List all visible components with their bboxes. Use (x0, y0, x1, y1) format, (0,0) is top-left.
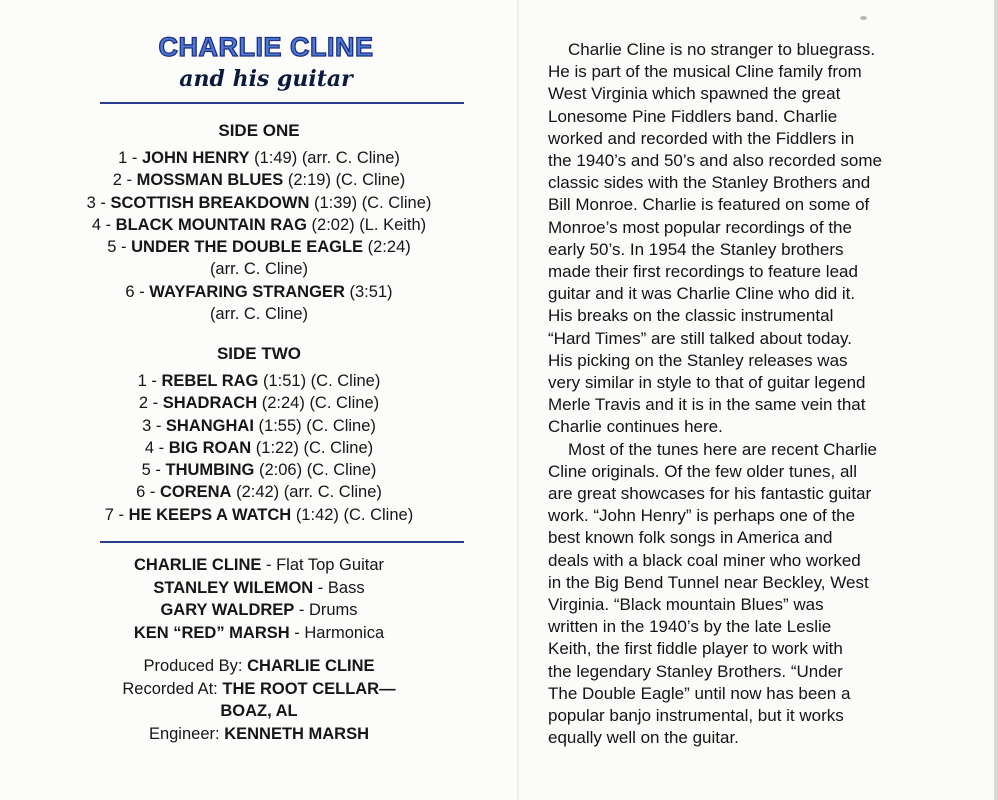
liner-notes-line: Lonesome Pine Fiddlers band. Charlie (548, 106, 838, 126)
track-credit: (arr. C. Cline) (209, 305, 309, 324)
liner-notes-line: Merle Travis and it is in the same vein that (548, 395, 866, 415)
tracklist-divider (100, 541, 464, 543)
engineer-value: KENNETH MARSH (224, 724, 370, 743)
track-credit: (C. Cline) (309, 394, 380, 413)
track-number: 7 (104, 505, 114, 524)
track-credit: (C. Cline) (361, 193, 432, 212)
musician-name: KEN “RED” MARSH (133, 623, 290, 642)
track-row: 5 - UNDER THE DOUBLE EAGLE (2:24) (107, 238, 411, 257)
track-duration: (1:39) (313, 193, 358, 212)
liner-notes-line: Virginia. “Black mountain Blues” was (548, 595, 824, 615)
liner-notes-line: made their first recordings to feature lead (548, 262, 858, 282)
track-row: 3 - SCOTTISH BREAKDOWN (1:39) (C. Cline) (86, 193, 432, 212)
track-duration: (1:55) (258, 416, 302, 435)
side-two-section (0, 343, 518, 526)
track-duration: (1:22) (255, 438, 299, 457)
track-number: 6 (125, 282, 135, 301)
liner-notes-line: Charlie continues here. (548, 417, 723, 437)
album-title: CHARLIE CLINE (158, 32, 374, 62)
liner-notes-line: Bill Monroe. Charlie is featured on some of (548, 195, 870, 215)
liner-notes-line: guitar and it was Charlie Cline who did it. (548, 284, 856, 304)
liner-notes-line: Monroe’s most popular recordings of the (548, 217, 852, 237)
liner-notes (548, 39, 984, 750)
side-two-heading: SIDE TWO (216, 344, 302, 363)
track-credit: (arr. C. Cline) (301, 149, 400, 167)
musician-name: CHARLIE CLINE (133, 556, 262, 574)
track-credit: (C. Cline) (310, 372, 381, 390)
track-name: WAYFARING STRANGER (149, 282, 345, 301)
liner-notes-line: the legendary Stanley Brothers. “Under (548, 661, 843, 681)
liner-notes-line: Keith, the first fiddle player to work with (548, 639, 843, 659)
track-name: CORENA (159, 483, 232, 502)
recorded-value: THE ROOT CELLAR— (222, 679, 396, 698)
track-duration: (1:42) (295, 505, 339, 524)
track-row: 2 - MOSSMAN BLUES (2:19) (C. Cline) (112, 171, 406, 190)
musicians-section (0, 554, 518, 644)
track-name: UNDER THE DOUBLE EAGLE (131, 238, 364, 257)
liner-notes-line: West Virginia which spawned the great (548, 84, 841, 104)
track-credit-line (0, 303, 518, 325)
musician-row: CHARLIE CLINE - Flat Top Guitar (133, 556, 384, 574)
liner-notes-line: in the Big Bend Tunnel near Beckley, West (548, 572, 869, 592)
track-number: 2 (112, 171, 122, 190)
track-name: SHADRACH (162, 394, 258, 413)
liner-notes-line: The Double Eagle” until now has been a (548, 683, 851, 703)
liner-notes-line: popular banjo instrumental, but it works (548, 706, 844, 726)
producer-line (0, 655, 518, 678)
liner-notes-line: very similar in style to that of guitar legend (548, 373, 866, 393)
recorded-location: BOAZ, AL (220, 702, 298, 720)
track-name: BIG ROAN (168, 438, 252, 457)
track-credit: (C. Cline) (343, 505, 414, 524)
musician-role: Harmonica (304, 623, 385, 642)
musician-role: Drums (308, 601, 358, 619)
page-edge (994, 0, 998, 800)
album-subtitle: and his guitar (179, 66, 353, 92)
track-name: SCOTTISH BREAKDOWN (110, 193, 310, 212)
liner-notes-line: “Hard Times” are still talked about today. (548, 328, 852, 348)
track-number: 6 (136, 483, 146, 502)
liner-notes-line: written in the 1940’s by the late Leslie (548, 617, 832, 637)
musician-row: GARY WALDREP - Drums (160, 601, 358, 619)
track-credit: (C. Cline) (335, 171, 406, 190)
liner-notes-line: best known folk songs in America and (548, 528, 833, 548)
track-duration: (2:19) (287, 171, 331, 190)
track-row: 1 - REBEL RAG (1:51) (C. Cline) (137, 372, 381, 390)
track-credit: (C. Cline) (303, 438, 374, 457)
recorded-line-2 (0, 700, 518, 723)
recorded-line (0, 678, 518, 701)
side-one-section (0, 120, 518, 325)
engineer-line (0, 723, 518, 746)
track-credit: (C. Cline) (306, 416, 376, 435)
track-credit: (C. Cline) (306, 461, 377, 480)
track-credit: (arr. C. Cline) (209, 260, 309, 279)
liner-notes-paragraph-2 (548, 439, 984, 750)
producer-value: CHARLIE CLINE (247, 657, 375, 675)
track-number: 3 (86, 193, 96, 212)
track-duration: (1:51) (262, 372, 307, 390)
track-row: 6 - CORENA (2:42) (arr. C. Cline) (136, 483, 382, 502)
track-duration: (2:24) (261, 394, 305, 413)
track-row: 6 - WAYFARING STRANGER (3:51) (125, 282, 393, 301)
track-number: 3 (142, 416, 152, 435)
liner-notes-line: Most of the tunes here are recent Charlie (568, 439, 877, 459)
track-name: HE KEEPS A WATCH (128, 505, 292, 524)
side-one-heading: SIDE ONE (218, 121, 300, 140)
liner-notes-line: Cline originals. Of the few older tunes, all (548, 461, 857, 481)
liner-notes-paragraph-1 (548, 39, 984, 439)
liner-notes-line: His breaks on the classic instrumental (548, 306, 834, 326)
musician-role: Bass (327, 578, 365, 597)
track-name: SHANGHAI (165, 416, 254, 435)
track-row: 2 - SHADRACH (2:24) (C. Cline) (138, 394, 380, 413)
track-row: 7 - HE KEEPS A WATCH (1:42) (C. Cline) (104, 505, 414, 524)
track-duration: (1:49) (254, 149, 298, 167)
musician-row: KEN “RED” MARSH - Harmonica (133, 623, 385, 642)
track-number: 4 (91, 215, 101, 234)
liner-notes-line: worked and recorded with the Fiddlers in (548, 128, 855, 148)
engineer-label: Engineer: (148, 724, 220, 743)
track-row: 4 - BIG ROAN (1:22) (C. Cline) (144, 438, 374, 457)
liner-notes-line: Charlie Cline is no stranger to bluegrass. (568, 40, 876, 59)
track-name: BLACK MOUNTAIN RAG (115, 215, 307, 234)
track-name: JOHN HENRY (141, 149, 250, 167)
liner-notes-line: equally well on the guitar. (548, 728, 739, 748)
musician-name: GARY WALDREP (160, 601, 295, 619)
liner-notes-line: early 50’s. In 1954 the Stanley brothers (548, 239, 844, 259)
liner-notes-line: He is part of the musical Cline family from (548, 62, 862, 82)
track-credit: (L. Keith) (359, 215, 427, 234)
track-duration: (2:02) (311, 215, 355, 234)
liner-notes-line: work. “John Henry” is perhaps one of the (548, 506, 856, 526)
track-name: THUMBING (165, 461, 255, 480)
track-row: 1 - JOHN HENRY (1:49) (arr. C. Cline) (118, 149, 400, 167)
musician-row: STANLEY WILEMON - Bass (153, 578, 365, 597)
musician-name: STANLEY WILEMON (153, 578, 314, 597)
liner-notes-line: the 1940’s and 50’s and also recorded some (548, 151, 882, 171)
paper-speck (860, 16, 867, 20)
liner-notes-line: are great showcases for his fantastic guitar (548, 484, 872, 504)
track-number: 5 (107, 238, 117, 257)
track-credit: (arr. C. Cline) (283, 483, 382, 502)
production-section (0, 655, 518, 745)
title-divider (100, 102, 464, 104)
track-row: 3 - SHANGHAI (1:55) (C. Cline) (142, 416, 376, 435)
track-credit-line (0, 258, 518, 280)
recorded-label: Recorded At: (122, 679, 218, 698)
track-name: REBEL RAG (161, 372, 259, 390)
track-number: 1 (137, 372, 147, 390)
musician-role: Flat Top Guitar (276, 556, 384, 574)
track-name: MOSSMAN BLUES (136, 171, 284, 190)
track-number: 2 (138, 394, 149, 413)
track-number: 4 (144, 438, 155, 457)
producer-label: Produced By: (143, 657, 243, 675)
track-duration: (2:42) (236, 483, 280, 502)
liner-notes-line: His picking on the Stanley releases was (548, 350, 848, 370)
track-number: 5 (141, 461, 151, 480)
liner-notes-line: deals with a black coal miner who worked (548, 550, 861, 570)
track-duration: (3:51) (349, 282, 393, 301)
track-duration: (2:06) (258, 461, 303, 480)
track-row: 5 - THUMBING (2:06) (C. Cline) (141, 461, 377, 480)
track-duration: (2:24) (367, 238, 411, 257)
track-number: 1 (118, 149, 128, 167)
liner-notes-line: classic sides with the Stanley Brothers and (548, 173, 871, 193)
track-row: 4 - BLACK MOUNTAIN RAG (2:02) (L. Keith) (91, 215, 427, 234)
